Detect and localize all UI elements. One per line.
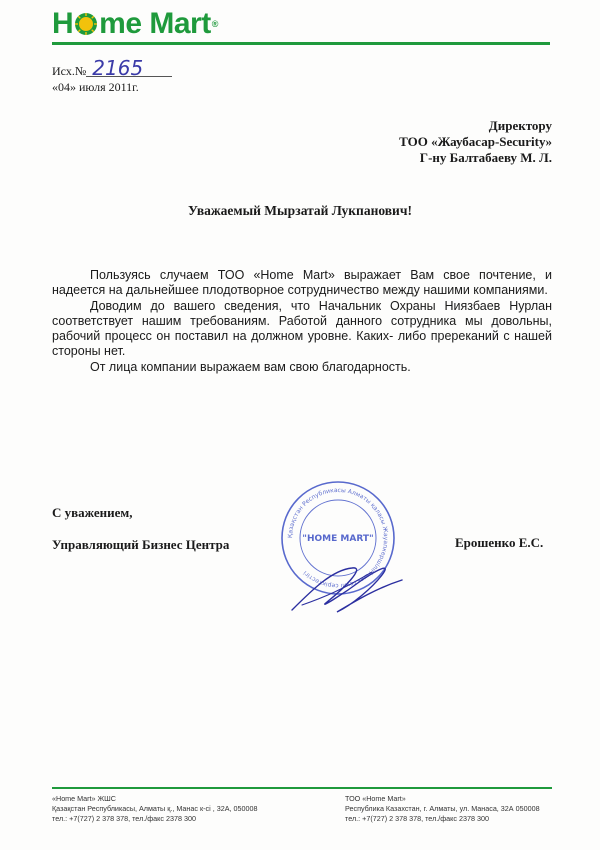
footer-left (52, 794, 257, 824)
logo-sun-icon (74, 12, 98, 36)
footer-right-line-3: тел.: +7(727) 2 378 378, тел./факс 2378 300 (345, 814, 489, 823)
outgoing-number-value: 2165 (86, 60, 172, 77)
outgoing-date: «04» июля 2011г. (52, 80, 139, 94)
addressee-block (399, 118, 552, 166)
footer-left-line-3: тел.: +7(727) 2 378 378, тел./факс 2378 300 (52, 814, 196, 823)
stamp-ring-text: Қазақстан Республикасы Алматы қаласы Жауапкершілігі шектеулі серіктестігі (286, 486, 390, 590)
signer-role: Управляющий Бизнес Центра (52, 537, 230, 552)
stamp-center-text: "HOME MART" (302, 534, 374, 544)
logo-text-rest: me Mart (99, 7, 211, 40)
header-divider (52, 42, 550, 45)
footer-left-line-2: Қазақстан Республикасы, Алматы қ., Манас к-сі , 32А, 050008 (52, 804, 258, 813)
home-mart-logo (52, 6, 218, 42)
footer-right (345, 794, 540, 824)
footer-right-line-1: ТОО «Home Mart» (345, 794, 406, 803)
logo-text-h: H (52, 7, 74, 40)
signer-name: Ерошенко Е.С. (455, 535, 544, 550)
footer-divider (52, 787, 552, 789)
registered-mark: ® (211, 19, 218, 29)
footer-right-line-2: Республика Казахстан, г. Алматы, ул. Манаса, 32А 050008 (345, 804, 540, 813)
outgoing-number (52, 56, 172, 80)
closing-regards: С уважением, (52, 505, 133, 520)
handwritten-signature (282, 550, 412, 620)
outgoing-label: Исх.№ (52, 64, 87, 78)
greeting: Уважаемый Мырзатай Лукпанович! (188, 203, 412, 218)
body-paragraph-1: Пользуясь случаем ТОО «Home Mart» выражает Вам свое почтение, и надеется на дальнейшее плодотворное сотрудничество между нашими компаниями. (52, 268, 552, 298)
body-paragraph-2: Доводим до вашего сведения, что Начальник Охраны Ниязбаев Нурлан соответствует нашим требованиям. Работой данного сотрудника мы довольны, рабочий процесс он поставил на должном уровне. Каких- либо пререканий с нашей стороны нет. (52, 298, 552, 359)
addressee-line-3: Г-ну Балтабаеву М. Л. (419, 150, 552, 165)
addressee-line-2: ТОО «Жаубасар-Security» (399, 134, 552, 149)
footer-left-line-1: «Home Mart» ЖШС (52, 794, 116, 803)
letter-body (52, 268, 552, 375)
body-paragraph-3: От лица компании выражаем вам свою благодарность. (90, 359, 411, 374)
addressee-line-1: Директору (488, 118, 552, 133)
